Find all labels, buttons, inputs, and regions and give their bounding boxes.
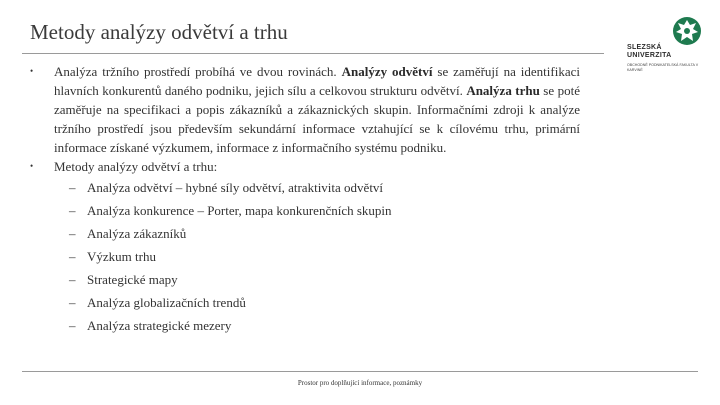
list-item [30,222,580,245]
list-item [30,199,580,222]
list-item [30,291,580,314]
dash-marker: – [69,180,76,195]
bullet-paragraph [54,62,580,157]
dash-marker: – [69,272,76,287]
footer-note: Prostor pro doplňující informace, poznámky [297,379,423,387]
dash-marker: – [69,249,76,264]
dash-marker: – [69,203,76,218]
bullet-market-analysis [30,62,580,157]
slide-content [30,62,580,337]
text-segment: se poté zaměřuje na specifikaci a popis zákazníků a zákaznických skupin. Informačními zdroji k analýze tržního prostředí jsou především sekundární informace vztahující se k cílovému trhu, primární informace získané výzkumem, informace z informačního systému podniku. [54,83,580,155]
bullet-dot: • [30,161,34,171]
methods-list [30,176,580,337]
list-item-text: Strategické mapy [87,272,178,287]
dash-marker: – [69,295,76,310]
list-item [30,176,580,199]
logo-tagline: OBCHODNĚ PODNIKATELSKÁ FAKULTA V KARVINÉ [627,63,699,72]
university-logo [625,16,705,76]
dash-marker: – [69,226,76,241]
list-item [30,314,580,337]
list-item-text: Analýza globalizačních trendů [87,295,246,310]
bullet-methods-label: Metody analýzy odvětví a trhu: [54,159,218,174]
dash-marker: – [69,318,76,333]
bold-term-market: Analýza trhu [466,83,540,98]
list-item-text: Analýza konkurence – Porter, mapa konkurenčních skupin [87,203,392,218]
footer-divider [22,371,698,372]
list-item [30,268,580,291]
list-item-text: Analýza strategické mezery [87,318,232,333]
text-segment: Analýza tržního prostředí probíhá ve dvou rovinách. [54,64,342,79]
list-item-text: Výzkum trhu [87,249,156,264]
university-emblem-icon [669,16,705,46]
list-item [30,245,580,268]
slide-title: Metody analýzy odvětví a trhu [30,20,288,44]
logo-line2: UNIVERZITA [627,52,672,59]
title-divider [22,53,604,54]
text-segment: se zaměřují na identifikaci hlavních konkurentů daného podniku, jejich sílu a celkovou strukturu odvětví. [54,64,580,98]
logo-line1: SLEZSKÁ [627,44,662,51]
bold-term-industry: Analýzy odvětví [341,64,433,79]
bullet-methods [30,157,580,176]
logo-wordmark [627,44,671,60]
list-item-text: Analýza odvětví – hybné síly odvětví, atraktivita odvětví [87,180,384,195]
bullet-dot: • [30,66,34,76]
list-item-text: Analýza zákazníků [87,226,187,241]
